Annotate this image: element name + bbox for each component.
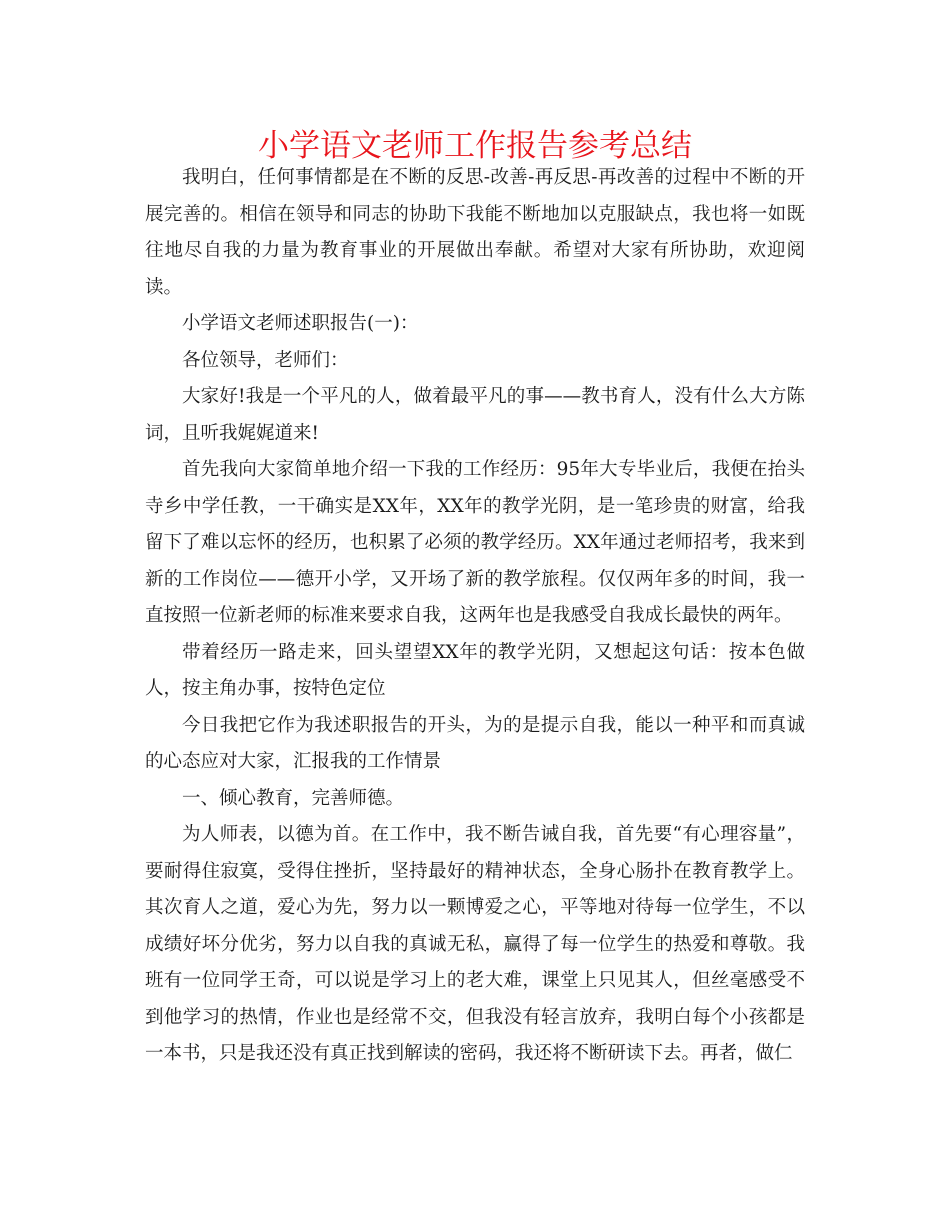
paragraph-intro: 我明白，任何事情都是在不断的反思-改善-再反思-再改善的过程中不断的开展完善的。相信在领导和同志的协助下我能不断地加以克服缺点，我也将一如既往地尽自我的力量为教育事业的开展做出奉献。希望对大家有所协助，欢迎阅读。: [145, 167, 805, 298]
paragraph-motto: 带着经历一路走来，回头望望XX年的教学光阴，又想起这句话：按本色做人，按主角办事，按特色定位: [145, 641, 805, 699]
paragraph-teacher-ethics: 为人师表，以德为首。在工作中，我不断告诫自我，首先要“有心理容量”，要耐得住寂寞，受得住挫折，坚持最好的精神状态，全身心肠扑在教育教学上。其次育人之道，爱心为先，努力以一颗博爱之心，平等地对待每一位学生，不以成绩好坏分优劣，努力以自我的真诚无私，赢得了每一位学生的热爱和尊敬。我班有一位同学王奇，可以说是学习上的老大难，课堂上只见其人，但丝毫感受不到他学习的热情，作业也是经常不交，但我没有轻言放弃，我明白每个小孩都是一本书，只是我还没有真正找到解读的密码，我还将不断研读下去。再者，做仁: [145, 824, 805, 1064]
paragraph-greeting: 大家好!我是一个平凡的人，做着最平凡的事——教书育人，没有什么大方陈词，且听我娓娓道来!: [145, 386, 805, 444]
paragraph-report-heading: 小学语文老师述职报告(一)：: [182, 313, 419, 334]
document-title: 小学语文老师工作报告参考总结: [258, 128, 692, 164]
document-body: [145, 160, 805, 1073]
paragraph-work-experience: 首先我向大家简单地介绍一下我的工作经历：95年大专毕业后，我便在抬头寺乡中学任教，一干确实是XX年，XX年的教学光阴，是一笔珍贵的财富，给我留下了难以忘怀的经历，也积累了必须的教学经历。XX年通过老师招考，我来到新的工作岗位——德开小学，又开场了新的教学旅程。仅仅两年多的时间，我一直按照一位新老师的标准来要求自我，这两年也是我感受自我成长最快的两年。: [145, 459, 805, 626]
paragraph-purpose: 今日我把它作为我述职报告的开头，为的是提示自我，能以一种平和而真诚的心态应对大家，汇报我的工作情景: [145, 714, 805, 772]
paragraph-section-heading: 一、倾心教育，完善师德。: [182, 787, 405, 809]
paragraph-salutation: 各位领导，老师们：: [182, 349, 349, 371]
